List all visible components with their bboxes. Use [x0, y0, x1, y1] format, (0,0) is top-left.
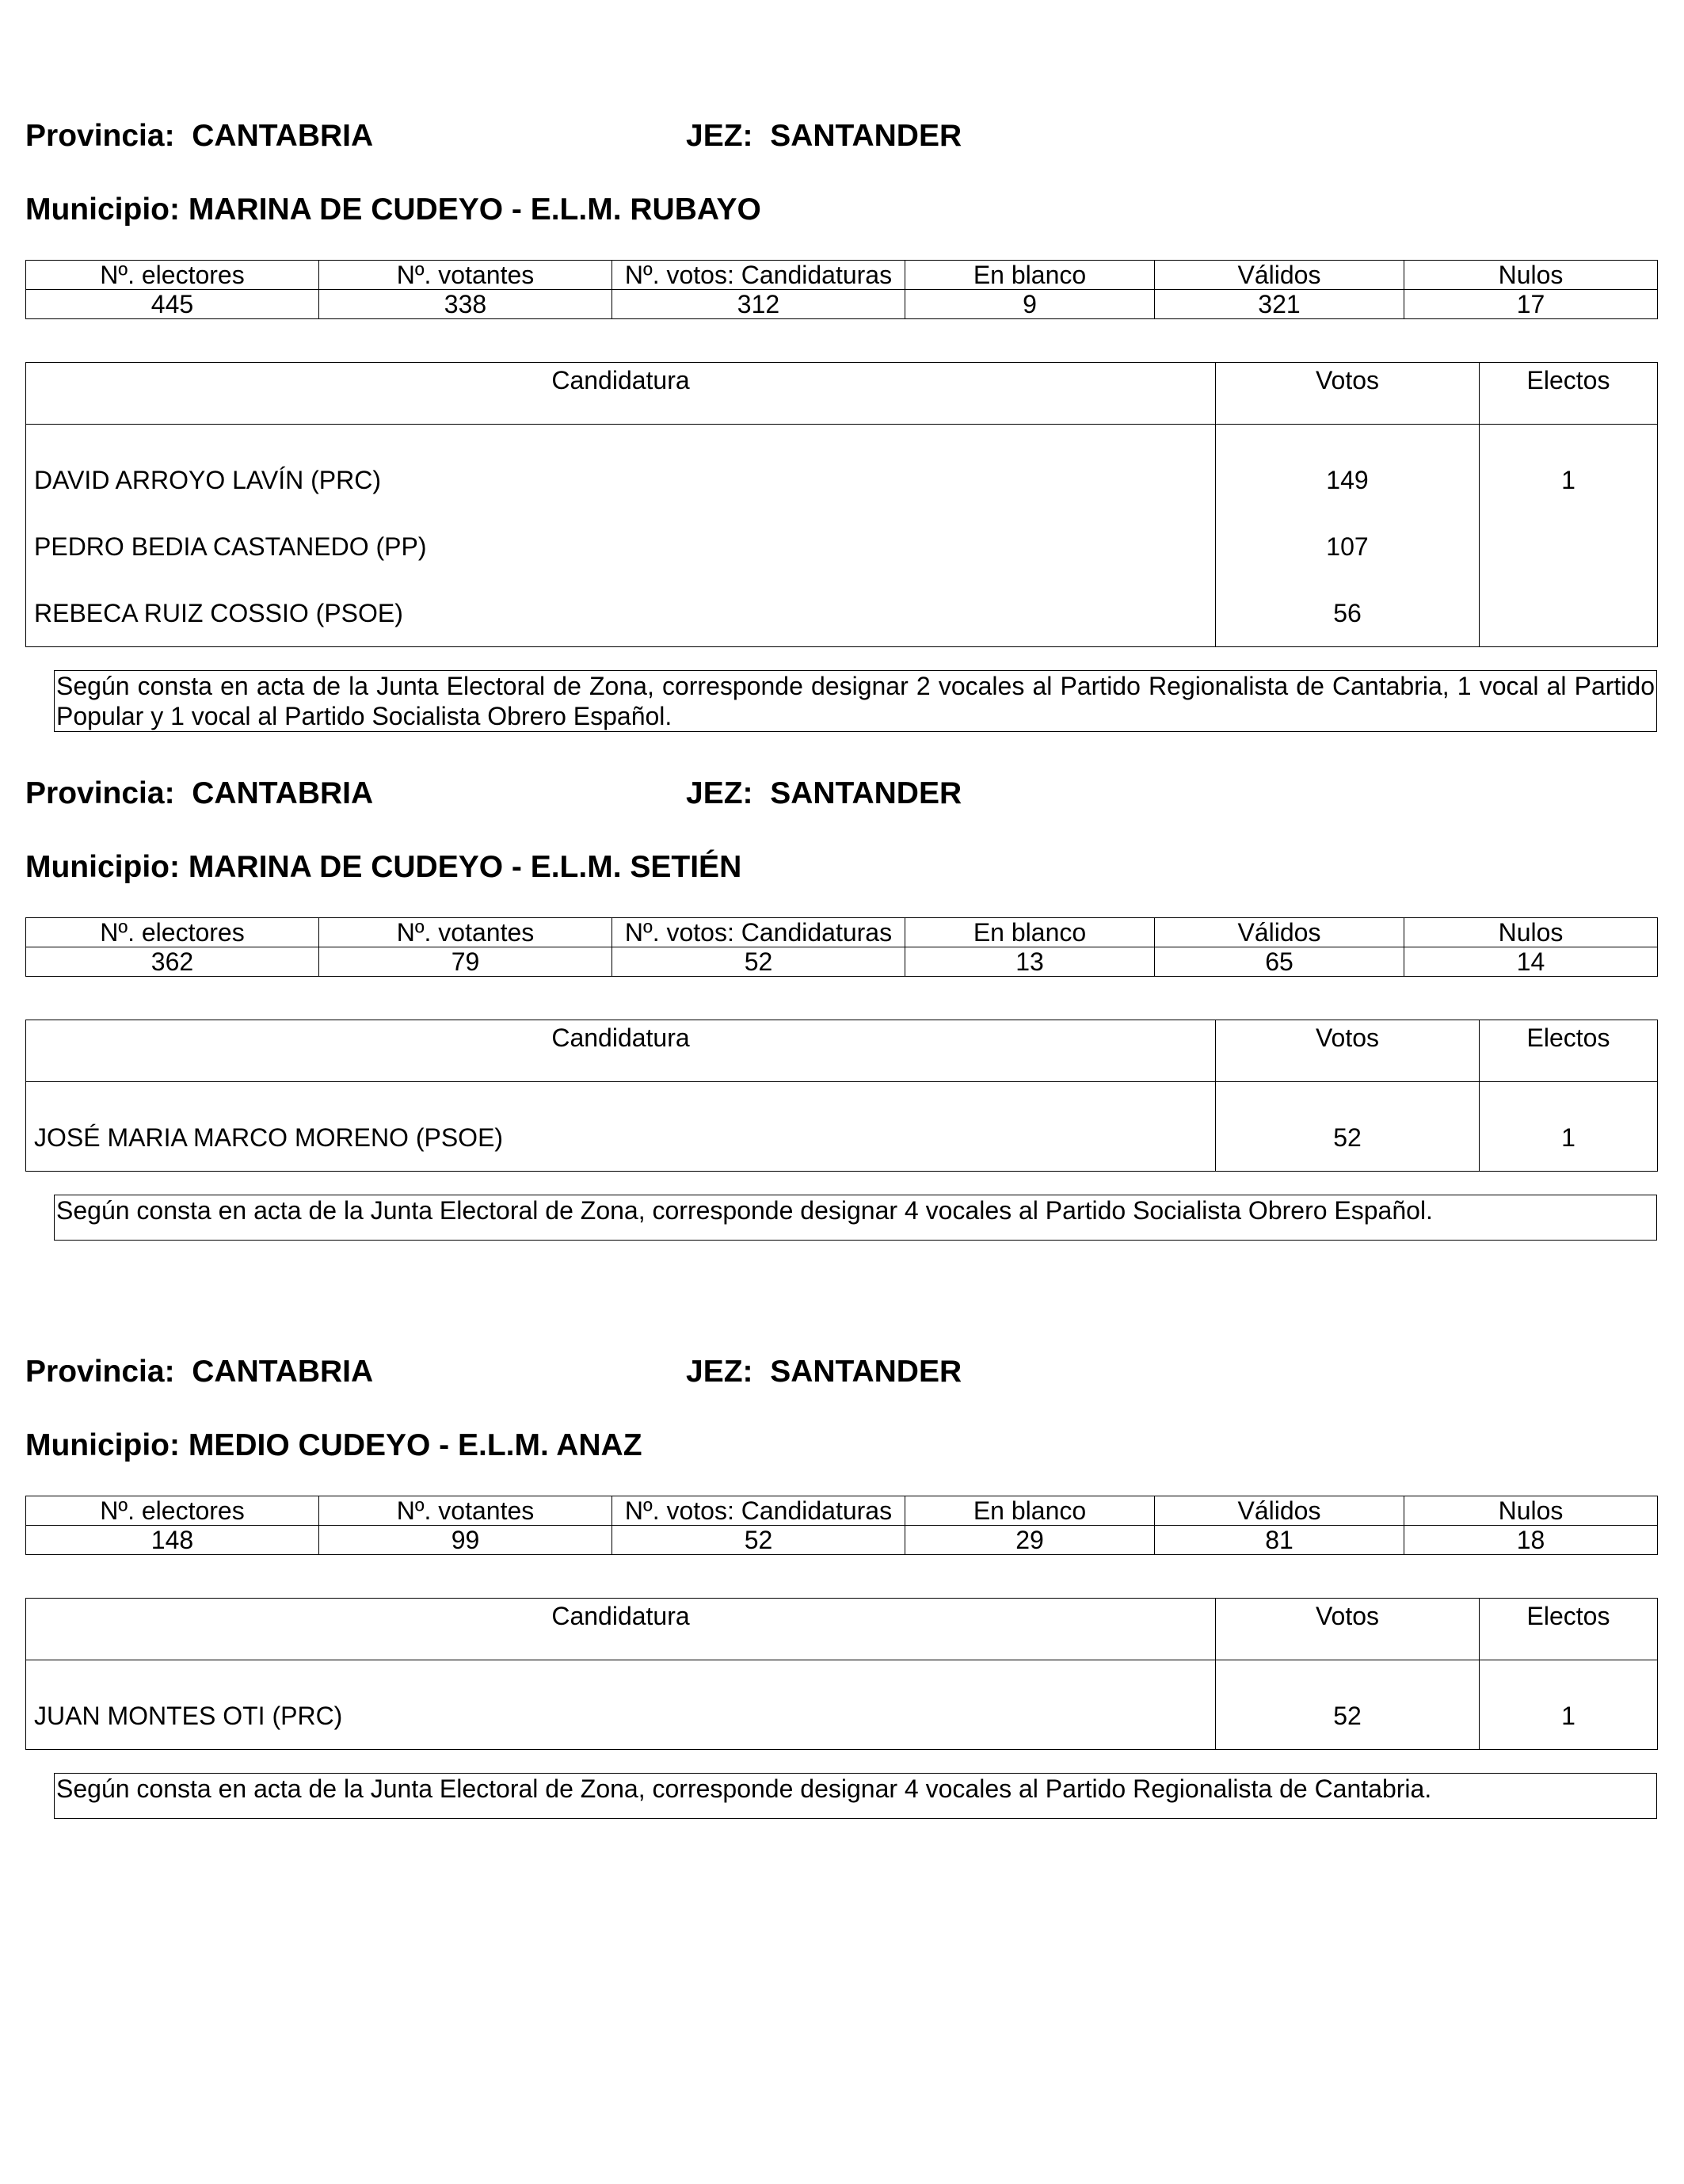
summary-table [25, 917, 1658, 977]
header-nulos: Nulos [1404, 918, 1658, 947]
header-candidatura: Candidatura [26, 1599, 1216, 1660]
jez-heading: JEZ: SANTANDER [686, 119, 962, 153]
value-votos-candidaturas: 312 [612, 290, 905, 319]
value-votos-candidaturas: 52 [612, 1526, 905, 1555]
municipio-heading: Municipio: MEDIO CUDEYO - E.L.M. ANAZ [25, 1428, 642, 1462]
table-row [26, 425, 1658, 514]
value-votantes: 79 [319, 947, 612, 977]
table-row [26, 1660, 1658, 1750]
table-row [26, 513, 1658, 580]
value-nulos: 17 [1404, 290, 1658, 319]
candidate-votos: 52 [1216, 1660, 1480, 1750]
value-votantes: 338 [319, 290, 612, 319]
candidate-votos: 56 [1216, 580, 1480, 647]
value-electores: 445 [26, 290, 319, 319]
candidate-electos: 1 [1480, 1082, 1658, 1172]
provincia-heading: Provincia: CANTABRIA [25, 1355, 374, 1389]
header-electores: Nº. electores [26, 918, 319, 947]
value-electores: 148 [26, 1526, 319, 1555]
header-validos: Válidos [1155, 918, 1404, 947]
value-en-blanco: 13 [905, 947, 1155, 977]
candidates-table [25, 1598, 1658, 1750]
header-nulos: Nulos [1404, 1496, 1658, 1526]
header-en-blanco: En blanco [905, 261, 1155, 290]
header-candidatura: Candidatura [26, 363, 1216, 425]
acta-note: Según consta en acta de la Junta Electoral de Zona, corresponde designar 4 vocales al Partido Socialista Obrero Español. [54, 1195, 1657, 1241]
candidate-votos: 107 [1216, 513, 1480, 580]
summary-table [25, 260, 1658, 319]
value-votantes: 99 [319, 1526, 612, 1555]
value-electores: 362 [26, 947, 319, 977]
table-row [26, 580, 1658, 647]
header-en-blanco: En blanco [905, 1496, 1155, 1526]
value-validos: 81 [1155, 1526, 1404, 1555]
header-votantes: Nº. votantes [319, 261, 612, 290]
header-votos-candidaturas: Nº. votos: Candidaturas [612, 1496, 905, 1526]
acta-note: Según consta en acta de la Junta Electoral de Zona, corresponde designar 4 vocales al Partido Regionalista de Cantabria. [54, 1773, 1657, 1819]
value-en-blanco: 9 [905, 290, 1155, 319]
header-nulos: Nulos [1404, 261, 1658, 290]
candidate-name: DAVID ARROYO LAVÍN (PRC) [26, 425, 1216, 514]
candidate-electos: 1 [1480, 425, 1658, 514]
candidate-electos: 1 [1480, 1660, 1658, 1750]
header-validos: Válidos [1155, 261, 1404, 290]
jez-heading: JEZ: SANTANDER [686, 1355, 962, 1389]
value-votos-candidaturas: 52 [612, 947, 905, 977]
candidate-name: REBECA RUIZ COSSIO (PSOE) [26, 580, 1216, 647]
candidate-votos: 52 [1216, 1082, 1480, 1172]
municipio-heading: Municipio: MARINA DE CUDEYO - E.L.M. RUBAYO [25, 192, 761, 227]
header-votos: Votos [1216, 363, 1480, 425]
candidates-table [25, 1020, 1658, 1172]
header-en-blanco: En blanco [905, 918, 1155, 947]
header-electos: Electos [1480, 1599, 1658, 1660]
candidates-table [25, 362, 1658, 647]
candidate-electos [1480, 580, 1658, 647]
value-validos: 65 [1155, 947, 1404, 977]
header-electos: Electos [1480, 1020, 1658, 1082]
header-votos: Votos [1216, 1020, 1480, 1082]
candidate-name: PEDRO BEDIA CASTANEDO (PP) [26, 513, 1216, 580]
header-votos: Votos [1216, 1599, 1480, 1660]
header-votos-candidaturas: Nº. votos: Candidaturas [612, 918, 905, 947]
acta-note: Según consta en acta de la Junta Electoral de Zona, corresponde designar 2 vocales al Partido Regionalista de Cantabria, 1 vocal al Partido Popular y 1 vocal al Partido Socialista Obrero Español. [54, 670, 1657, 732]
value-validos: 321 [1155, 290, 1404, 319]
header-electos: Electos [1480, 363, 1658, 425]
value-en-blanco: 29 [905, 1526, 1155, 1555]
header-validos: Válidos [1155, 1496, 1404, 1526]
candidate-votos: 149 [1216, 425, 1480, 514]
header-candidatura: Candidatura [26, 1020, 1216, 1082]
provincia-heading: Provincia: CANTABRIA [25, 776, 374, 810]
candidate-name: JOSÉ MARIA MARCO MORENO (PSOE) [26, 1082, 1216, 1172]
header-votos-candidaturas: Nº. votos: Candidaturas [612, 261, 905, 290]
municipio-heading: Municipio: MARINA DE CUDEYO - E.L.M. SETIÉN [25, 850, 742, 884]
header-electores: Nº. electores [26, 261, 319, 290]
table-row [26, 1082, 1658, 1172]
jez-heading: JEZ: SANTANDER [686, 776, 962, 810]
header-votantes: Nº. votantes [319, 918, 612, 947]
value-nulos: 14 [1404, 947, 1658, 977]
candidate-name: JUAN MONTES OTI (PRC) [26, 1660, 1216, 1750]
candidate-electos [1480, 513, 1658, 580]
header-electores: Nº. electores [26, 1496, 319, 1526]
value-nulos: 18 [1404, 1526, 1658, 1555]
header-votantes: Nº. votantes [319, 1496, 612, 1526]
summary-table [25, 1496, 1658, 1555]
provincia-heading: Provincia: CANTABRIA [25, 119, 374, 153]
